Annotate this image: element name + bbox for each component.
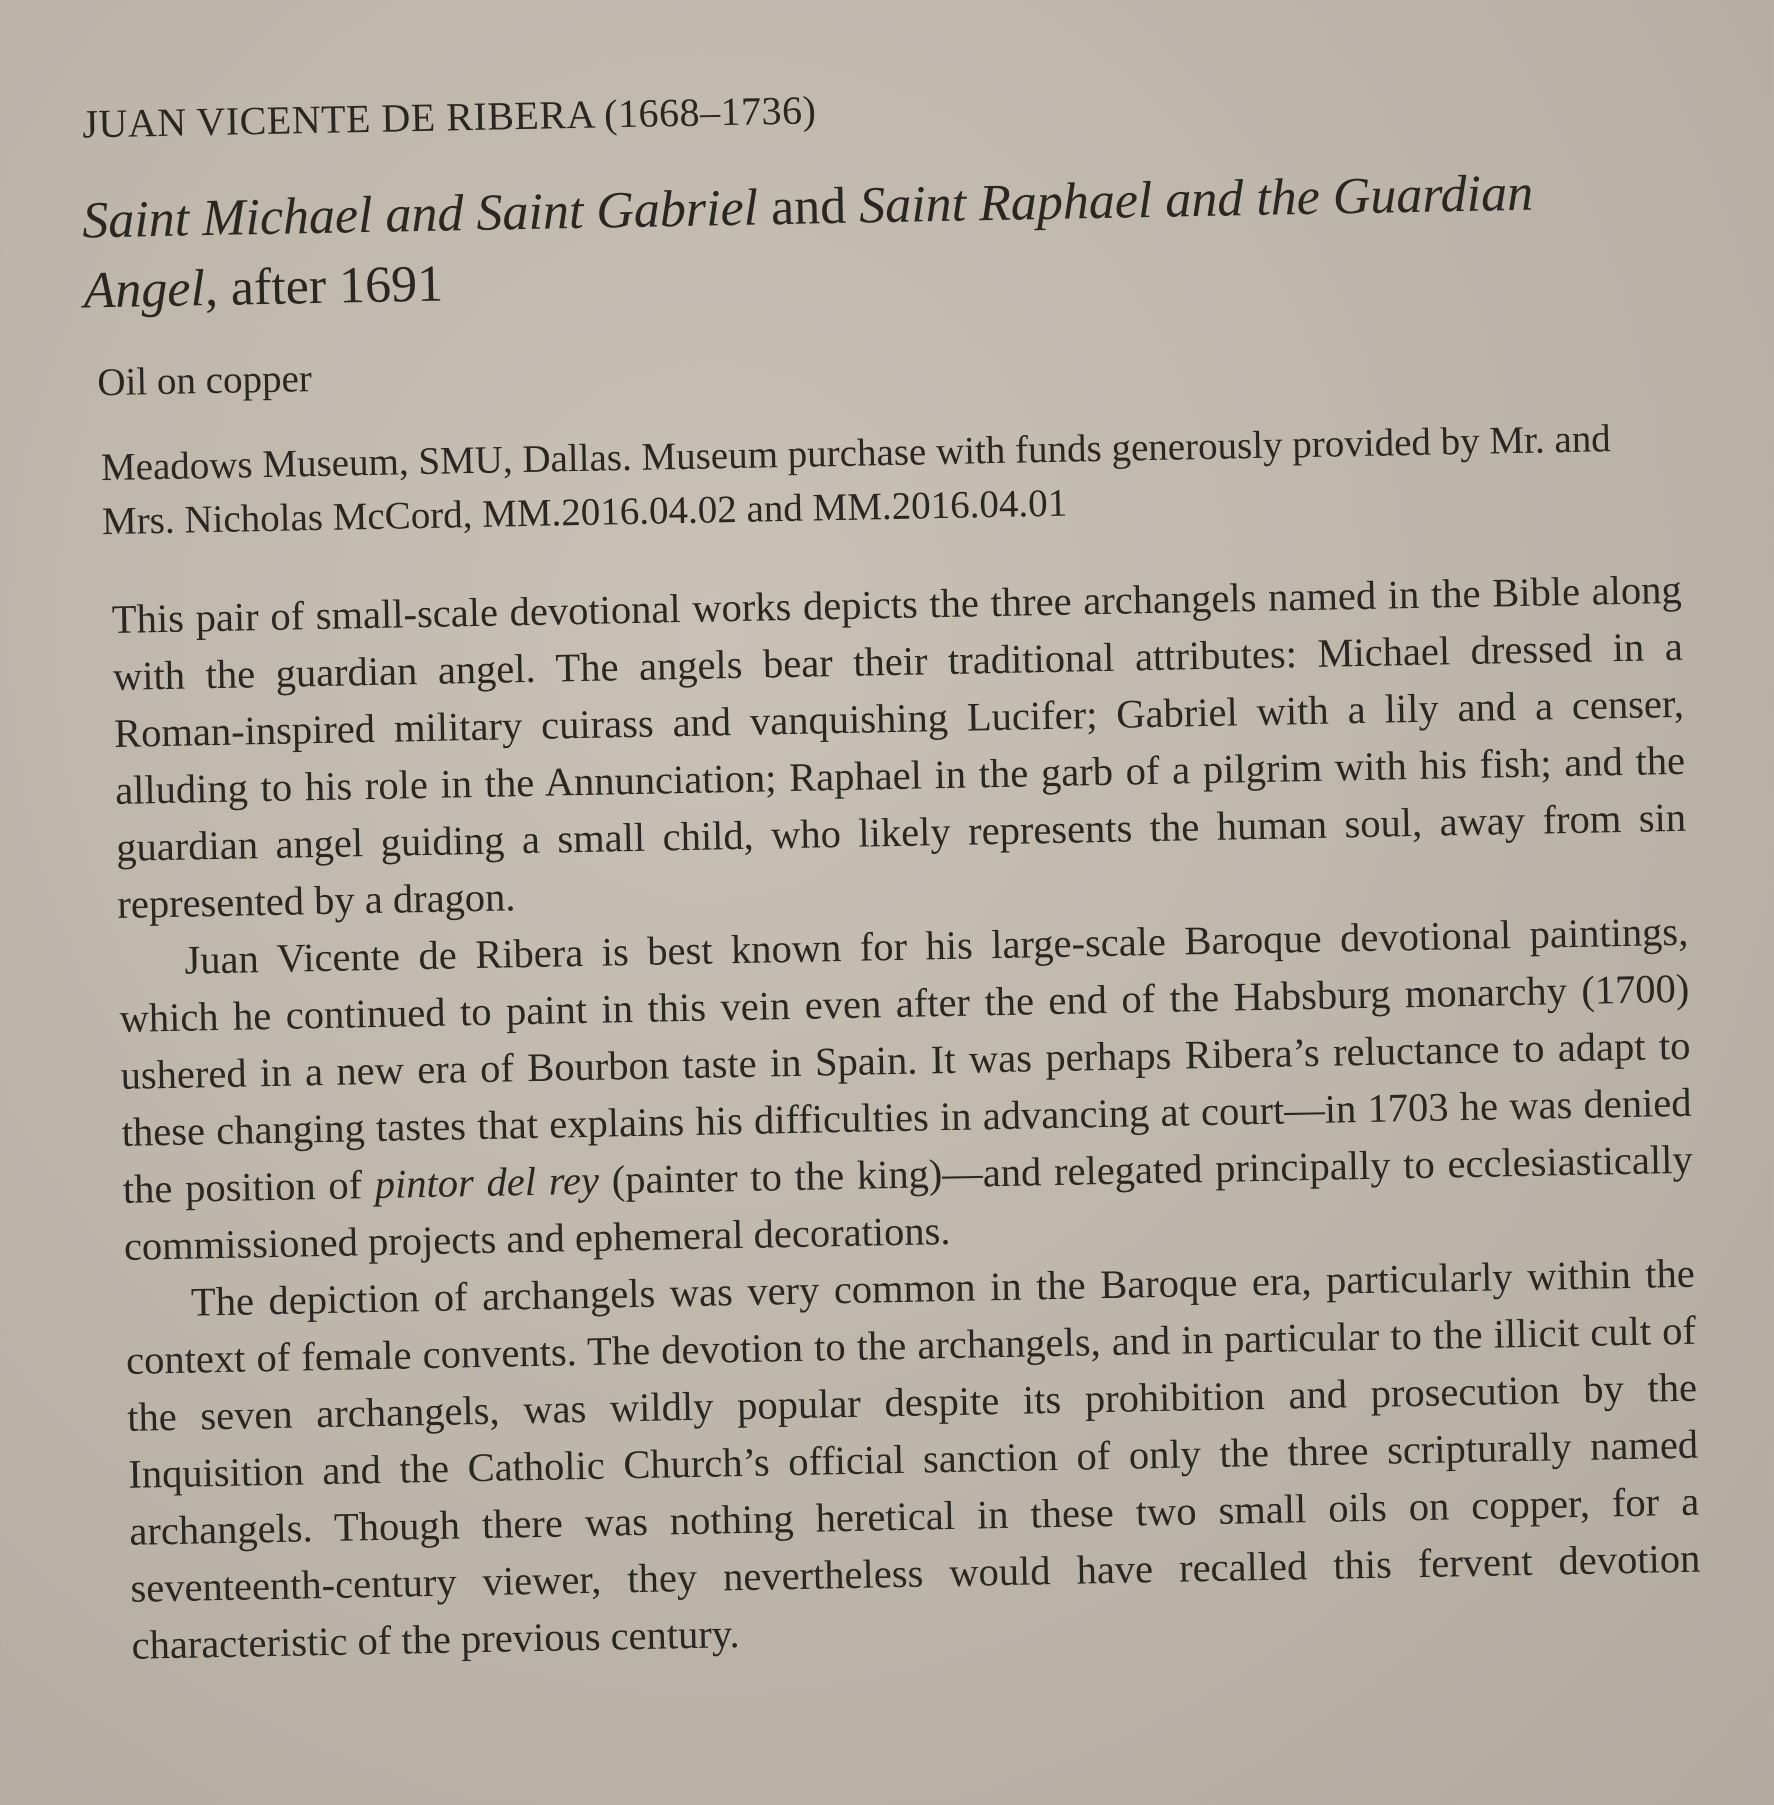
artwork-medium: Oil on copper [96, 357, 313, 405]
paragraph-2 [118, 903, 1694, 1275]
title-part-2: Saint Raphael and the Guardian Angel [83, 164, 1534, 320]
artist-name: JUAN VICENTE DE RIBERA (1668–1736) [81, 87, 817, 147]
title-conjunction: and [757, 177, 860, 237]
paragraph-1: This pair of small-scale devotional works depicts the three archangels named in the Bible along with the guardian angel. The angels bear their traditional attributes: Michael dressed in a Roman-inspired military cuirass and vanquishing Lucifer; Gabriel with a lily and a censer, alluding to his role in the Annunciation; Raphael in the garb of a pilgrim with his fish; and the guardian angel guiding a small child, who likely represents the human soul, away from sin represented by a dragon. [111, 566, 1687, 927]
paragraph-2-text-b: (painter to the king)—and relegated principally to ecclesiastically commissioned projects and ephemeral decorations. [123, 1136, 1694, 1269]
paragraph-2-text-a: Juan Vicente de Ribera is best known for his large-scale Baroque devotional paintings, which he continued to paint in this vein even after the end of the Habsburg monarchy (1700) ushered in a new era of Bourbon taste in Spain. It was perhaps Ribera’s reluctance to adapt to these changing tastes that explains his difficulties in advancing at court—in 1703 he was denied the position of [119, 908, 1692, 1212]
label-body [111, 561, 1702, 1674]
paragraph-3: The depiction of archangels was very common in the Baroque era, particularly within the context of female convents. The devotion to the archangels, and in particular to the illicit cult of the seven archangels, was wildly popular despite its prohibition and prosecution by the Inquisition and the Catholic Church’s official sanction of only the three scripturally named archangels. Though there was nothing heretical in these two small oils on copper, for a seventeenth-century viewer, they nevertheless would have recalled this fervent devotion characteristic of the previous century. [125, 1250, 1701, 1668]
title-part-1: Saint Michael and Saint Gabriel [81, 179, 759, 250]
artwork-title [82, 156, 1670, 327]
credit-line: Meadows Museum, SMU, Dallas. Museum purchase with funds generously provided by Mr. and Mrs. Nicholas McCord, MM.2016.04.02 and MM.2016.04.01 [100, 417, 1612, 544]
title-date: , after 1691 [204, 255, 444, 318]
paragraph-2-italic-term: pintor del rey [374, 1157, 600, 1207]
